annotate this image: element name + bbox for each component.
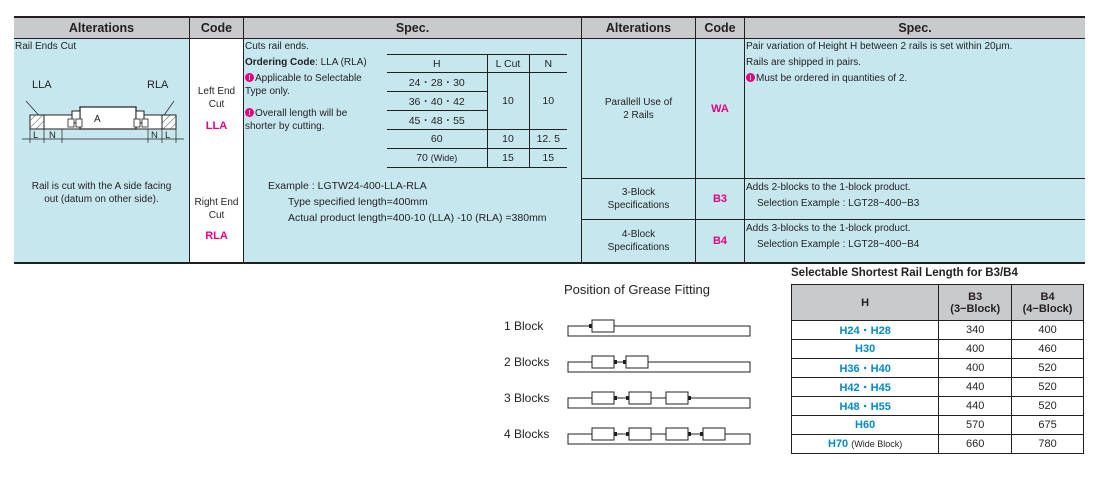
- grease-nipple-icon: [688, 432, 691, 436]
- shortest-length-table: [791, 284, 1084, 454]
- shortest-row-b4: 400: [1012, 321, 1084, 340]
- shortest-row-h: H36・H40: [792, 359, 939, 378]
- cut-table-h-wide: 70 (Wide): [387, 149, 487, 168]
- grease-fitting-title: Position of Grease Fitting: [564, 282, 710, 297]
- grease-row-label: 4 Blocks: [504, 427, 550, 441]
- grease-nipple-icon: [626, 396, 629, 400]
- cut-table-header-lcut: L Cut: [487, 55, 529, 73]
- block-shape: [666, 428, 688, 440]
- b4-spec-cell: [744, 220, 1085, 262]
- block-shape: [592, 320, 614, 332]
- shortest-row-b3: 400: [939, 340, 1012, 359]
- cut-table-lcut: 10: [487, 73, 529, 130]
- shortest-row-b3: 570: [939, 416, 1012, 435]
- shortest-row-b4: 460: [1012, 340, 1084, 359]
- rail-ends-spec-cell: [243, 39, 581, 262]
- right-end-cut-label: Right End Cut: [194, 197, 239, 221]
- example-line-2: Type specified length=400mm: [288, 196, 428, 208]
- grease-rail-diagram: [500, 424, 760, 450]
- cut-table-h: 60: [387, 130, 487, 149]
- warning-icon: !: [245, 108, 254, 117]
- shortest-header-h: H: [792, 285, 939, 321]
- grease-row-label: 1 Block: [504, 319, 544, 333]
- block-shape: [592, 428, 614, 440]
- cut-table-header-n: N: [529, 55, 567, 73]
- n-label-left: N: [49, 130, 56, 141]
- header-alterations-2: Alterations: [581, 18, 695, 38]
- parallel-spec-line-3: ! Must be ordered in quantities of 2.: [746, 72, 907, 85]
- shortest-row-b4: 520: [1012, 359, 1084, 378]
- warning-icon: !: [245, 73, 254, 82]
- grease-nipple-icon: [614, 360, 617, 364]
- parallel-spec-line-1: Pair variation of Height H between 2 rails is set within 20μm.: [746, 41, 1013, 52]
- cut-table-n: 15: [529, 149, 567, 168]
- cut-table-lcut: 15: [487, 149, 529, 168]
- rail-end-cut-diagram: [22, 93, 184, 149]
- shortest-header-b4: B4 (4−Block): [1012, 285, 1084, 321]
- b4-spec-line-2: Selection Example : LGT28−400−B4: [757, 239, 920, 250]
- block-shape: [629, 428, 651, 440]
- cut-table-n: 12. 5: [529, 130, 567, 149]
- l-label-left: L: [33, 130, 39, 141]
- shortest-row-h: H48・H55: [792, 397, 939, 416]
- block-shape: [666, 392, 688, 404]
- shortest-row-h: H42・H45: [792, 378, 939, 397]
- grease-row-label: 2 Blocks: [504, 355, 550, 369]
- header-alterations: Alterations: [14, 18, 189, 38]
- shortest-row-b3: 340: [939, 321, 1012, 340]
- block-shape: [592, 392, 614, 404]
- b4-spec-line-1: Adds 3-blocks to the 1-block product.: [746, 223, 911, 234]
- l-label-right: L: [165, 130, 171, 141]
- parallel-spec-cell: [744, 39, 1085, 178]
- grease-nipple-icon: [688, 396, 691, 400]
- b3-spec-line-1: Adds 2-blocks to the 1-block product.: [746, 182, 911, 193]
- shortest-row-b4: 780: [1012, 435, 1084, 454]
- cut-table-h: 45・48・55: [387, 111, 487, 130]
- header-spec: Spec.: [243, 18, 581, 38]
- b4-code: B4: [695, 220, 744, 262]
- b3-label: 3-Block Specifications: [581, 179, 695, 219]
- shortest-row-b3: 440: [939, 397, 1012, 416]
- header-code: Code: [189, 18, 243, 38]
- lla-diagram-label: LLA: [32, 79, 52, 91]
- grease-rail-diagram: [500, 388, 760, 414]
- grease-nipple-icon: [589, 324, 592, 328]
- wa-code: WA: [695, 39, 744, 178]
- overall-length-note: ! Overall length will be shorter by cutting.: [245, 108, 348, 132]
- grease-nipple-icon: [614, 396, 617, 400]
- rail-ends-title: Rail Ends Cut: [15, 41, 77, 52]
- a-label: A: [94, 114, 101, 125]
- cut-length-table: [387, 54, 567, 168]
- shortest-row-b3: 400: [939, 359, 1012, 378]
- grease-nipple-icon: [623, 360, 626, 364]
- rla-diagram-label: RLA: [147, 79, 169, 91]
- rail-ends-alteration-cell: [14, 39, 189, 262]
- cut-table-lcut: 10: [487, 130, 529, 149]
- ordering-code-label: Ordering Code: [245, 57, 316, 68]
- grease-rail-diagram: [500, 316, 760, 342]
- parallel-spec-line-2: Rails are shipped in pairs.: [746, 57, 862, 68]
- shortest-row-h-wide: H70 (Wide Block): [792, 435, 939, 454]
- shortest-row-b4: 520: [1012, 378, 1084, 397]
- shortest-row-b4: 675: [1012, 416, 1084, 435]
- parallel-use-label: Parallell Use of 2 Rails: [581, 39, 695, 178]
- b3-spec-line-2: Selection Example : LGT28−400−B3: [757, 198, 920, 209]
- left-end-cut-label: Left End Cut: [197, 86, 236, 110]
- shortest-row-b4: 520: [1012, 397, 1084, 416]
- n-label-right: N: [151, 130, 158, 141]
- shortest-row-b3: 660: [939, 435, 1012, 454]
- bottom-rule: [14, 262, 1085, 264]
- block-shape: [703, 428, 725, 440]
- header-code-2: Code: [695, 18, 744, 38]
- b3-spec-cell: [744, 179, 1085, 219]
- b3-code: B3: [695, 179, 744, 219]
- cut-table-n: 10: [529, 73, 567, 130]
- lla-code: LLA: [205, 120, 228, 132]
- example-line-1: Example : LGTW24-400-LLA-RLA: [268, 180, 427, 192]
- header-spec-2: Spec.: [744, 18, 1085, 38]
- cut-table-h: 24・28・30: [387, 73, 487, 92]
- applicable-note: ! Applicable to Selectable Type only.: [245, 73, 362, 97]
- block-shape: [626, 356, 648, 368]
- grease-nipple-icon: [614, 432, 617, 436]
- grease-fitting-diagram: [500, 300, 760, 450]
- shortest-row-b3: 440: [939, 378, 1012, 397]
- rla-code: RLA: [205, 230, 228, 242]
- shortest-row-h: H30: [792, 340, 939, 359]
- example-line-3: Actual product length=400-10 (LLA) -10 (RLA) =380mm: [288, 212, 547, 224]
- shortest-row-h: H24・H28: [792, 321, 939, 340]
- cut-table-h: 36・40・42: [387, 92, 487, 111]
- shortest-header-b3: B3 (3−Block): [939, 285, 1012, 321]
- rail-ends-code-cell: [189, 39, 243, 262]
- rail-cut-note: Rail is cut with the A side facing out (datum on other side).: [31, 181, 172, 205]
- ordering-code-line: [245, 56, 367, 69]
- grease-row-label: 3 Blocks: [504, 391, 550, 405]
- block-shape: [629, 392, 651, 404]
- warning-icon: !: [746, 73, 755, 82]
- block-shape: [592, 356, 614, 368]
- ordering-code-value: : LLA (RLA): [315, 57, 367, 68]
- b4-label: 4-Block Specifications: [581, 220, 695, 262]
- cuts-rail-ends-text: Cuts rail ends.: [245, 41, 309, 52]
- grease-nipple-icon: [626, 432, 629, 436]
- shortest-length-title: Selectable Shortest Rail Length for B3/B4: [791, 267, 1018, 279]
- cut-table-header-h: H: [387, 55, 487, 73]
- grease-rail-diagram: [500, 352, 760, 378]
- shortest-row-h: H60: [792, 416, 939, 435]
- grease-nipple-icon: [700, 432, 703, 436]
